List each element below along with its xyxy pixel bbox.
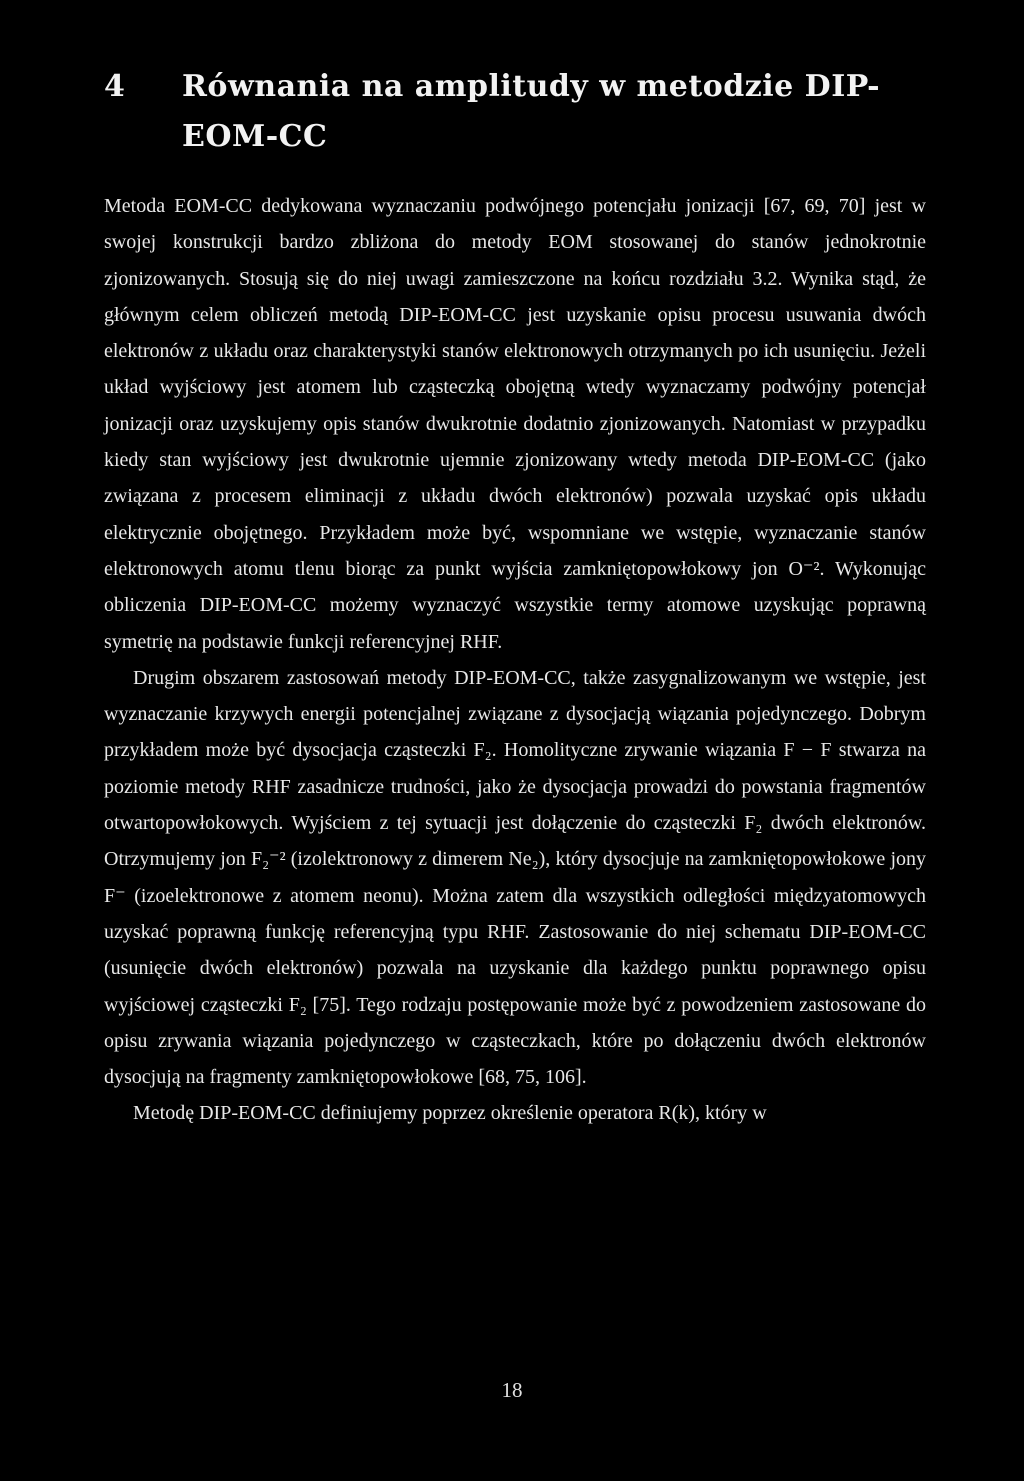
- section-title-line1: Równania na amplitudy w metodzie DIP-: [182, 69, 881, 104]
- section-number: 4: [104, 69, 126, 104]
- paragraph-3: Metodę DIP-EOM-CC definiujemy poprzez określenie operatora R(k), który w: [133, 1102, 767, 1125]
- page-number: 18: [501, 1378, 523, 1402]
- body-text: [104, 188, 926, 1132]
- paragraph-1: Metoda EOM-CC dedykowana wyznaczaniu podwójnego potencjału jonizacji [67, 69, 70] jest w swojej konstrukcji bardzo zbliżona do metody EOM stosowanej do stanów jednokrotnie zjonizowanych. Stosują się do niej uwagi zamieszczone na końcu rozdziału 3.2. Wynika stąd, że głównym celem obliczeń metodą DIP-EOM-CC jest uzyskanie opisu procesu usuwania dwóch elektronów z układu oraz charakterystyki stanów elektronowych otrzymanych po ich usunięciu. Jeżeli układ wyjściowy jest atomem lub cząsteczką obojętną wtedy wyznaczamy podwójny potencjał jonizacji oraz uzyskujemy opis stanów dwukrotnie dodatnio zjonizowanych. Natomiast w przypadku kiedy stan wyjściowy jest dwukrotnie ujemnie zjonizowany wtedy metoda DIP-EOM-CC (jako związana z procesem eliminacji z układu dwóch elektronów) pozwala uzyskać opis układu elektrycznie obojętnego. Przykładem może być, wspomniane we wstępie, wyznaczanie stanów elektronowych atomu tlenu biorąc za punkt wyjścia zamkniętopowłokowy jon O⁻². Wykonując obliczenia DIP-EOM-CC możemy wyznaczyć wszystkie termy atomowe uzyskując poprawną symetrię na podstawie funkcji referencyjnej RHF.: [104, 195, 926, 653]
- section-heading: [104, 62, 934, 162]
- section-title-line2: EOM-CC: [182, 119, 328, 154]
- paragraph-2: Drugim obszarem zastosowań metody DIP-EOM-CC, także zasygnalizowanym we wstępie, jest wyznaczanie krzywych energii potencjalnej związane z dysocjacją wiązania pojedynczego. Dobrym przykładem może być dysocjacja cząsteczki F₂. Homolityczne zrywanie wiązania F − F stwarza na poziomie metody RHF zasadnicze trudności, jako że dysocjacja prowadzi do powstania fragmentów otwartopowłokowych. Wyjściem z tej sytuacji jest dołączenie do cząsteczki F₂ dwóch elektronów. Otrzymujemy jon F₂⁻² (izolektronowy z dimerem Ne₂), który dysocjuje na zamkniętopowłokowe jony F⁻ (izoelektronowe z atomem neonu). Można zatem dla wszystkich odległości międzyatomowych uzyskać poprawną funkcję referencyjną typu RHF. Zastosowanie do niej schematu DIP-EOM-CC (usunięcie dwóch elektronów) pozwala na uzyskanie dla każdego punktu poprawnego opisu wyjściowej cząsteczki F₂ [75]. Tego rodzaju postępowanie może być z powodzeniem zastosowane do opisu zrywania wiązania pojedynczego w cząsteczkach, które po dołączeniu dwóch elektronów dysocjują na fragmenty zamkniętopowłokowe [68, 75, 106].: [104, 666, 926, 1089]
